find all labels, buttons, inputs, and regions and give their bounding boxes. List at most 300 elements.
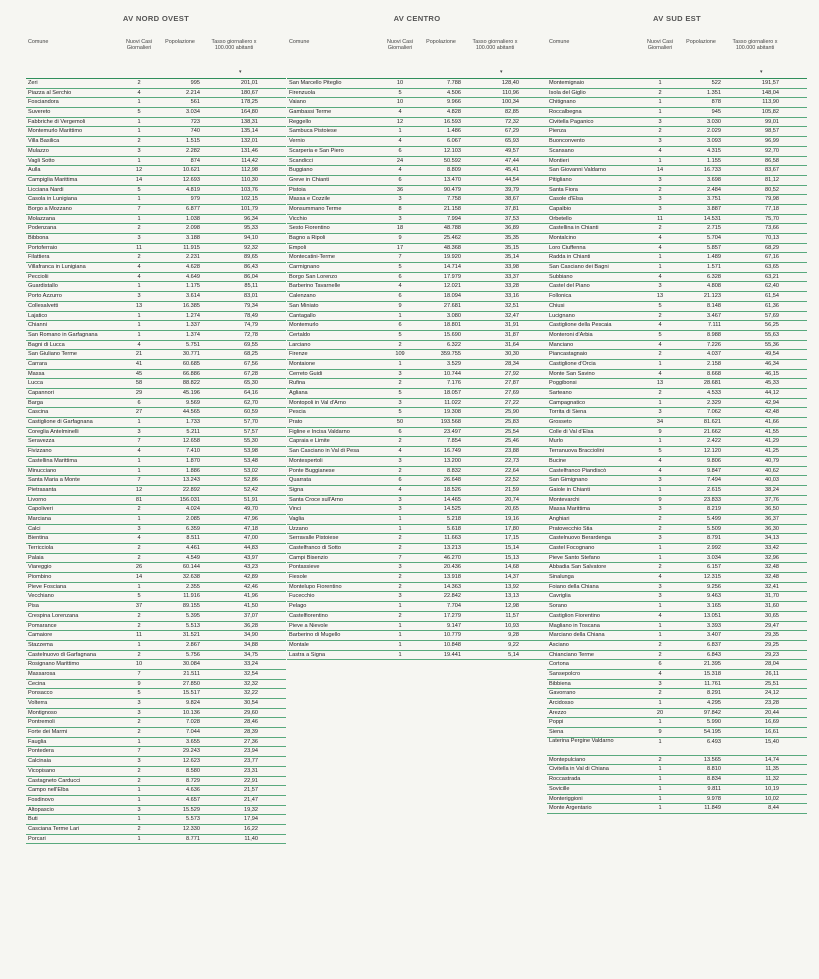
- header-nuovi-casi: Nuovi Casi Giornalieri: [386, 39, 414, 51]
- cell-tasso: 16,22: [244, 825, 258, 832]
- cell-nuovi-casi: 12: [135, 167, 143, 174]
- table-row: [547, 573, 807, 583]
- table-row: [26, 476, 286, 486]
- cell-comune: Capalbio: [549, 205, 572, 212]
- cell-tasso: 67,56: [244, 360, 258, 367]
- header-tasso[interactable]: Tasso giornaliero x 100.000 abitanti: [732, 39, 778, 51]
- cell-nuovi-casi: 14: [135, 574, 143, 581]
- cell-comune: Poggibonsi: [549, 380, 577, 387]
- table-row: [287, 370, 547, 380]
- cell-tasso: 5,14: [508, 651, 519, 658]
- cell-popolazione: 21.123: [703, 293, 721, 300]
- table-row: [287, 583, 547, 593]
- cell-comune: Colle di Val d'Elsa: [549, 428, 594, 435]
- cell-popolazione: 1.489: [707, 254, 721, 261]
- cell-nuovi-casi: 2: [398, 583, 402, 590]
- cell-tasso: 102,15: [240, 196, 258, 203]
- cell-comune: Castel del Piano: [549, 283, 590, 290]
- cell-popolazione: 8.988: [707, 331, 721, 338]
- table-row: [547, 486, 807, 496]
- cell-popolazione: 16.733: [703, 167, 721, 174]
- cell-tasso: 35,15: [505, 244, 519, 251]
- table-row: [26, 806, 286, 816]
- cell-popolazione: 8.148: [707, 302, 721, 309]
- table-row: [26, 786, 286, 796]
- cell-popolazione: 23.833: [703, 496, 721, 503]
- cell-comune: Marciano della Chiana: [549, 632, 605, 639]
- section-centro: [287, 0, 547, 660]
- cell-nuovi-casi: 4: [398, 283, 402, 290]
- cell-tasso: 55,30: [244, 438, 258, 445]
- cell-tasso: 42,94: [765, 399, 779, 406]
- cell-popolazione: 12.120: [703, 448, 721, 455]
- cell-comune: Campagnatico: [549, 399, 586, 406]
- cell-nuovi-casi: 2: [398, 545, 402, 551]
- cell-nuovi-casi: 2: [398, 467, 402, 474]
- table-row: [26, 718, 286, 728]
- cell-popolazione: 3.034: [186, 109, 200, 116]
- cell-comune: Cavriglia: [549, 593, 571, 600]
- cell-comune: Serravalle Pistoiese: [289, 535, 339, 542]
- cell-tasso: 33,24: [244, 661, 258, 668]
- cell-popolazione: 2.992: [707, 545, 721, 551]
- cell-nuovi-casi: 4: [658, 273, 662, 280]
- cell-nuovi-casi: 27: [135, 409, 143, 416]
- cell-nuovi-casi: 3: [398, 370, 402, 377]
- cell-tasso: 36,37: [765, 515, 779, 522]
- section-sud-est: [547, 0, 807, 814]
- cell-popolazione: 3.751: [707, 196, 721, 203]
- section-title: AV SUD EST: [652, 14, 701, 23]
- table-row: [287, 79, 547, 89]
- cell-popolazione: 8.832: [447, 467, 461, 474]
- cell-nuovi-casi: 1: [137, 467, 141, 474]
- cell-popolazione: 14.714: [443, 264, 461, 271]
- table-row: [26, 147, 286, 157]
- cell-popolazione: 2.214: [186, 89, 200, 96]
- table-row: [26, 215, 286, 225]
- cell-comune: Empoli: [289, 244, 307, 251]
- cell-tasso: 11,40: [244, 835, 258, 842]
- cell-comune: Lajatico: [28, 312, 48, 319]
- cell-tasso: 63,21: [765, 273, 779, 280]
- cell-tasso: 135,14: [240, 128, 258, 135]
- section-title: AV CENTRO: [393, 14, 441, 23]
- cell-tasso: 34,88: [244, 641, 258, 648]
- cell-popolazione: 8.511: [186, 535, 200, 542]
- cell-tasso: 42,46: [244, 583, 258, 590]
- cell-tasso: 92,32: [244, 244, 258, 251]
- cell-tasso: 16,61: [765, 729, 779, 736]
- cell-tasso: 40,79: [765, 457, 779, 464]
- cell-tasso: 98,57: [765, 128, 779, 135]
- table-row: [26, 467, 286, 477]
- table-row: [26, 79, 286, 89]
- cell-popolazione: 522: [711, 80, 721, 86]
- table-row: [26, 350, 286, 360]
- cell-nuovi-casi: 2: [398, 574, 402, 581]
- cell-tasso: 52,42: [244, 486, 258, 493]
- cell-tasso: 33,98: [505, 264, 519, 271]
- cell-nuovi-casi: 3: [398, 593, 402, 600]
- cell-tasso: 32,48: [765, 564, 779, 571]
- cell-popolazione: 4.461: [186, 545, 200, 551]
- cell-popolazione: 4.636: [186, 787, 200, 794]
- cell-nuovi-casi: 4: [398, 167, 402, 174]
- cell-nuovi-casi: 6: [137, 399, 141, 406]
- cell-comune: Montale: [289, 641, 309, 648]
- cell-popolazione: 2.158: [707, 360, 721, 367]
- cell-comune: Montecatini-Terme: [289, 254, 336, 261]
- cell-popolazione: 2.615: [707, 486, 721, 493]
- cell-comune: Civitella Paganico: [549, 118, 594, 125]
- header-popolazione: Popolazione: [426, 39, 456, 45]
- cell-popolazione: 22.842: [443, 593, 461, 600]
- cell-tasso: 27,87: [505, 380, 519, 387]
- table-row: [26, 777, 286, 787]
- table-row: [287, 350, 547, 360]
- table-row: [287, 176, 547, 186]
- cell-nuovi-casi: 3: [658, 118, 662, 125]
- cell-tasso: 35,14: [505, 254, 519, 261]
- cell-popolazione: 1.486: [447, 128, 461, 135]
- cell-tasso: 41,50: [244, 603, 258, 610]
- cell-popolazione: 5.395: [186, 612, 200, 619]
- cell-comune: Barberino di Mugello: [289, 632, 341, 639]
- cell-comune: Pisa: [28, 603, 39, 610]
- cell-comune: Barga: [28, 399, 43, 406]
- table-row: [547, 321, 807, 331]
- sort-indicator-icon[interactable]: ▾: [760, 69, 763, 75]
- cell-tasso: 41,29: [765, 438, 779, 445]
- cell-nuovi-casi: 6: [398, 176, 402, 183]
- table-row: [547, 525, 807, 535]
- table-row: [287, 98, 547, 108]
- cell-popolazione: 3.080: [447, 312, 461, 319]
- cell-comune: Orbetello: [549, 215, 572, 222]
- cell-nuovi-casi: 2: [137, 254, 141, 261]
- cell-nuovi-casi: 1: [137, 816, 141, 823]
- cell-popolazione: 26.648: [443, 477, 461, 484]
- cell-popolazione: 12.623: [182, 758, 200, 765]
- table-row: [26, 389, 286, 399]
- cell-tasso: 24,12: [765, 690, 779, 697]
- table-row: [287, 573, 547, 583]
- table-row: [547, 563, 807, 573]
- cell-nuovi-casi: 2: [658, 312, 662, 319]
- cell-popolazione: 21.395: [703, 661, 721, 668]
- cell-tasso: 57,70: [244, 419, 258, 426]
- cell-nuovi-casi: 29: [135, 390, 143, 396]
- cell-popolazione: 16.593: [443, 118, 461, 125]
- cell-popolazione: 4.657: [186, 796, 200, 803]
- cell-nuovi-casi: 1: [137, 796, 141, 803]
- cell-tasso: 32,32: [244, 680, 258, 687]
- cell-comune: Mulazzo: [28, 147, 49, 154]
- table-row: [26, 515, 286, 525]
- table-row: [26, 747, 286, 757]
- cell-nuovi-casi: 1: [658, 795, 662, 802]
- cell-comune: Fauglia: [28, 738, 47, 745]
- cell-tasso: 23,31: [244, 767, 258, 774]
- cell-popolazione: 4.037: [707, 351, 721, 358]
- table-row: [287, 389, 547, 399]
- cell-popolazione: 1.175: [186, 283, 200, 290]
- table-row: [287, 215, 547, 225]
- cell-comune: Pontremoli: [28, 719, 55, 726]
- cell-tasso: 41,55: [765, 428, 779, 435]
- table-row: [547, 622, 807, 632]
- cell-comune: Chianciano Terme: [549, 651, 594, 658]
- cell-popolazione: 21.511: [183, 670, 200, 677]
- cell-popolazione: 12.103: [443, 147, 461, 154]
- cell-popolazione: 5.211: [186, 428, 200, 435]
- cell-popolazione: 5.218: [447, 515, 461, 522]
- cell-popolazione: 7.044: [186, 729, 200, 736]
- table-row: [26, 563, 286, 573]
- table-row: [26, 447, 286, 457]
- cell-tasso: 36,50: [765, 506, 779, 513]
- cell-nuovi-casi: 5: [137, 186, 141, 193]
- cell-nuovi-casi: 9: [398, 235, 402, 241]
- cell-tasso: 114,42: [241, 157, 258, 164]
- cell-tasso: 25,54: [505, 428, 519, 435]
- cell-tasso: 60,59: [244, 409, 258, 416]
- cell-tasso: 29,60: [244, 709, 258, 716]
- cell-nuovi-casi: 5: [398, 409, 402, 416]
- cell-nuovi-casi: 1: [137, 118, 141, 125]
- cell-nuovi-casi: 9: [137, 680, 141, 687]
- cell-nuovi-casi: 4: [398, 109, 402, 116]
- cell-popolazione: 2.231: [186, 254, 200, 261]
- cell-nuovi-casi: 1: [658, 80, 662, 86]
- cell-tasso: 45,33: [765, 380, 779, 387]
- cell-nuovi-casi: 1: [137, 515, 141, 522]
- cell-popolazione: 8.729: [186, 777, 200, 784]
- cell-popolazione: 723: [190, 118, 200, 125]
- cell-comune: Castelnuovo Berardenga: [549, 535, 611, 542]
- cell-nuovi-casi: 14: [656, 167, 664, 174]
- table-row: [26, 428, 286, 438]
- cell-popolazione: 6.157: [707, 564, 721, 571]
- cell-tasso: 21,47: [244, 796, 258, 803]
- table-row: [26, 496, 286, 506]
- cell-nuovi-casi: 4: [137, 89, 141, 96]
- cell-tasso: 51,91: [244, 496, 258, 503]
- cell-popolazione: 48.368: [443, 244, 461, 251]
- table-row: [287, 263, 547, 273]
- cell-nuovi-casi: 1: [398, 515, 402, 522]
- cell-comune: Viareggio: [28, 564, 52, 571]
- cell-nuovi-casi: 2: [658, 564, 662, 571]
- cell-tasso: 38,67: [505, 196, 519, 203]
- cell-tasso: 12,98: [505, 603, 519, 610]
- cell-tasso: 30,65: [765, 612, 779, 619]
- cell-nuovi-casi: 4: [658, 670, 662, 677]
- cell-popolazione: 10.136: [182, 709, 200, 716]
- table-row: [547, 765, 807, 775]
- cell-tasso: 22,52: [505, 477, 519, 484]
- table-row: [547, 176, 807, 186]
- cell-nuovi-casi: 12: [396, 118, 404, 125]
- cell-comune: Roccastrada: [549, 776, 581, 783]
- cell-popolazione: 1.374: [186, 331, 200, 338]
- sort-indicator-icon[interactable]: ▾: [239, 69, 242, 75]
- cell-popolazione: 6.837: [707, 641, 721, 648]
- cell-comune: Portoferraio: [28, 244, 58, 251]
- cell-comune: Sorano: [549, 603, 568, 610]
- cell-comune: Castellina Marittima: [28, 457, 78, 464]
- cell-nuovi-casi: 1: [137, 835, 141, 842]
- cell-comune: Montespertoli: [289, 457, 323, 464]
- cell-nuovi-casi: 6: [398, 428, 402, 435]
- table-row: [287, 515, 547, 525]
- cell-tasso: 39,79: [505, 186, 519, 193]
- header-popolazione: Popolazione: [165, 39, 195, 45]
- cell-popolazione: 979: [190, 196, 200, 203]
- cell-popolazione: 21.158: [443, 205, 461, 212]
- cell-popolazione: 3.165: [707, 603, 721, 610]
- cell-popolazione: 9.256: [707, 583, 721, 590]
- cell-popolazione: 16.385: [182, 302, 200, 309]
- table-row: [26, 370, 286, 380]
- cell-popolazione: 740: [190, 128, 200, 135]
- cell-comune: Capannori: [28, 390, 54, 396]
- cell-tasso: 68,25: [244, 351, 258, 358]
- table-row: [287, 108, 547, 118]
- cell-comune: Laterina Pergine Valdarno: [549, 737, 614, 744]
- cell-comune: Pieve Fosciana: [28, 583, 67, 590]
- table-row: [547, 651, 807, 661]
- cell-popolazione: 15.690: [443, 331, 461, 338]
- cell-comune: Sansepolcro: [549, 670, 581, 677]
- cell-tasso: 22,73: [505, 457, 519, 464]
- cell-comune: Grosseto: [549, 419, 572, 426]
- cell-popolazione: 7.028: [186, 719, 200, 726]
- cell-comune: San Giovanni Valdarno: [549, 167, 607, 174]
- table-row: [26, 544, 286, 554]
- cell-comune: Castiglione d'Orcia: [549, 360, 596, 367]
- cell-nuovi-casi: 4: [658, 235, 662, 241]
- cell-tasso: 27,36: [244, 738, 258, 745]
- cell-tasso: 14,37: [505, 574, 519, 581]
- cell-comune: Vecchiano: [28, 593, 54, 600]
- cell-tasso: 10,93: [505, 622, 519, 629]
- cell-nuovi-casi: 2: [137, 80, 141, 86]
- cell-nuovi-casi: 58: [135, 380, 143, 387]
- cell-comune: Pelago: [289, 603, 307, 610]
- table-row: [547, 718, 807, 728]
- cell-comune: Molazzana: [28, 215, 56, 222]
- cell-popolazione: 10.621: [182, 167, 200, 174]
- cell-tasso: 53,98: [244, 448, 258, 455]
- table-row: [287, 641, 547, 651]
- header-tasso[interactable]: Tasso giornaliero x 100.000 abitanti: [472, 39, 518, 51]
- cell-comune: Buggiano: [289, 167, 313, 174]
- cell-comune: Fivizzano: [28, 448, 52, 455]
- header-tasso[interactable]: Tasso giornaliero x 100.000 abitanti: [211, 39, 257, 51]
- cell-popolazione: 19.441: [443, 651, 461, 658]
- table-row: [287, 127, 547, 137]
- cell-tasso: 32,51: [505, 302, 519, 309]
- table-row: [547, 370, 807, 380]
- cell-comune: Montevarchi: [549, 496, 580, 503]
- cell-comune: Monteriggioni: [549, 795, 583, 802]
- cell-popolazione: 44.565: [182, 409, 200, 416]
- table-row: [547, 795, 807, 805]
- table-row: [547, 127, 807, 137]
- cell-nuovi-casi: 3: [137, 147, 141, 154]
- cell-popolazione: 8.580: [186, 767, 200, 774]
- cell-comune: Arezzo: [549, 709, 567, 716]
- cell-nuovi-casi: 9: [658, 729, 662, 736]
- cell-tasso: 61,36: [765, 302, 779, 309]
- cell-popolazione: 10.744: [443, 370, 461, 377]
- cell-tasso: 23,88: [505, 448, 519, 455]
- cell-tasso: 68,29: [765, 244, 779, 251]
- table-row: [547, 583, 807, 593]
- cell-comune: Pieve a Nievole: [289, 622, 328, 629]
- table-row: [287, 496, 547, 506]
- cell-tasso: 138,31: [240, 118, 258, 125]
- cell-comune: Stazzema: [28, 641, 53, 648]
- cell-tasso: 86,58: [765, 157, 779, 164]
- cell-tasso: 83,01: [244, 293, 258, 300]
- cell-comune: Loro Ciuffenna: [549, 244, 586, 251]
- cell-popolazione: 7.111: [707, 322, 721, 329]
- cell-popolazione: 6.067: [447, 138, 461, 145]
- cell-nuovi-casi: 1: [658, 700, 662, 706]
- cell-tasso: 61,54: [765, 293, 779, 300]
- cell-tasso: 53,02: [244, 467, 258, 474]
- sort-indicator-icon[interactable]: ▾: [500, 69, 503, 75]
- table-row: [26, 641, 286, 651]
- cell-nuovi-casi: 5: [398, 89, 402, 96]
- cell-comune: Porto Azzurro: [28, 293, 62, 300]
- table-row: [26, 118, 286, 128]
- cell-comune: Chianni: [28, 322, 47, 329]
- cell-nuovi-casi: 5: [658, 331, 662, 338]
- table-row: [287, 360, 547, 370]
- cell-nuovi-casi: 1: [658, 554, 662, 561]
- cell-nuovi-casi: 4: [658, 147, 662, 154]
- cell-nuovi-casi: 5: [137, 690, 141, 697]
- cell-popolazione: 193.568: [440, 419, 461, 426]
- cell-tasso: 113,90: [762, 99, 779, 106]
- cell-popolazione: 5.704: [707, 235, 721, 241]
- table-row: [547, 215, 807, 225]
- table-row: [26, 622, 286, 632]
- table-row: [287, 118, 547, 128]
- cell-tasso: 40,62: [765, 467, 779, 474]
- cell-popolazione: 18.057: [443, 390, 461, 396]
- cell-nuovi-casi: 3: [137, 709, 141, 716]
- cell-tasso: 73,66: [765, 225, 779, 232]
- cell-popolazione: 7.788: [447, 80, 461, 86]
- cell-nuovi-casi: 2: [137, 506, 141, 513]
- cell-comune: Montaione: [289, 360, 316, 367]
- cell-comune: Scansano: [549, 147, 574, 154]
- cell-tasso: 42,89: [244, 574, 258, 581]
- cell-comune: Monsummano Terme: [289, 205, 342, 212]
- cell-tasso: 110,30: [241, 176, 258, 183]
- cell-tasso: 57,69: [765, 312, 779, 319]
- table-row: [547, 804, 807, 814]
- cell-popolazione: 1.870: [186, 457, 200, 464]
- cell-tasso: 75,70: [765, 215, 779, 222]
- cell-comune: Gavorrano: [549, 690, 576, 697]
- cell-tasso: 32,41: [765, 583, 779, 590]
